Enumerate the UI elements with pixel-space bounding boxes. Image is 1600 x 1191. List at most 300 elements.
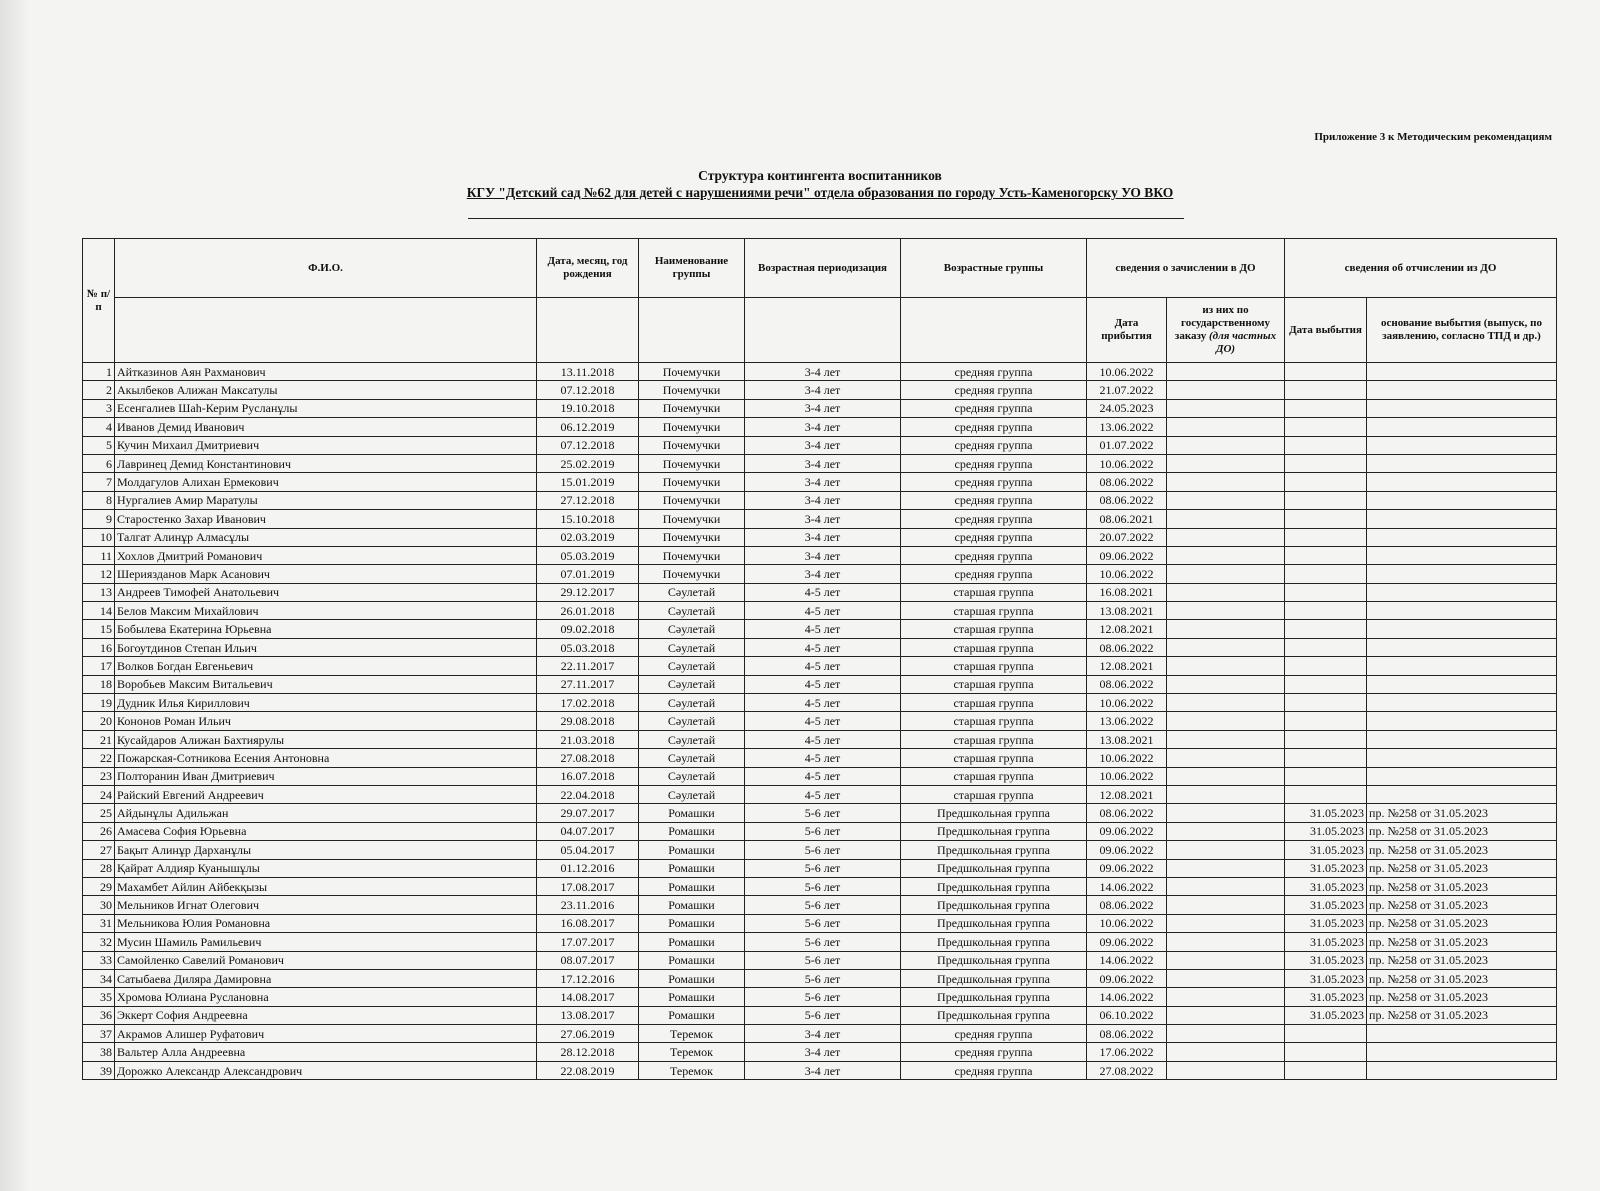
leave-reason-cell: пр. №258 от 31.05.2023 — [1367, 951, 1557, 969]
row-number-cell: 5 — [83, 436, 115, 454]
group-name-cell: Ромашки — [639, 841, 745, 859]
leave-reason-cell — [1367, 694, 1557, 712]
birth-date-cell: 17.12.2016 — [537, 969, 639, 987]
header-state-order-text: из них по государственному заказу — [1174, 304, 1271, 342]
table-row — [83, 859, 1557, 877]
leave-reason-cell — [1367, 638, 1557, 656]
header-num: № п/п — [83, 239, 115, 363]
header-age-period-empty — [745, 298, 901, 363]
leave-date-cell: 31.05.2023 — [1285, 914, 1367, 932]
document-title: Структура контингента воспитанников — [698, 168, 942, 183]
leave-date-cell: 31.05.2023 — [1285, 933, 1367, 951]
age-period-cell: 5-6 лет — [745, 859, 901, 877]
leave-date-cell — [1285, 620, 1367, 638]
age-group-cell: старшая группа — [901, 638, 1087, 656]
state-order-cell — [1167, 1006, 1285, 1024]
leave-reason-cell — [1367, 785, 1557, 803]
leave-date-cell: 31.05.2023 — [1285, 877, 1367, 895]
leave-reason-cell — [1367, 620, 1557, 638]
state-order-cell — [1167, 657, 1285, 675]
age-period-cell: 5-6 лет — [745, 969, 901, 987]
table-row — [83, 951, 1557, 969]
table-row — [83, 694, 1557, 712]
leave-date-cell — [1285, 565, 1367, 583]
age-period-cell: 5-6 лет — [745, 841, 901, 859]
state-order-cell — [1167, 1025, 1285, 1043]
child-name-cell: Хромова Юлиана Руслановна — [115, 988, 537, 1006]
child-name-cell: Акрамов Алишер Руфатович — [115, 1025, 537, 1043]
child-name-cell: Кусайдаров Алижан Бахтиярулы — [115, 730, 537, 748]
header-dob: Дата, месяц, год рождения — [537, 239, 639, 298]
state-order-cell — [1167, 565, 1285, 583]
arrival-date-cell: 13.06.2022 — [1087, 712, 1167, 730]
age-period-cell: 4-5 лет — [745, 785, 901, 803]
group-name-cell: Теремок — [639, 1025, 745, 1043]
child-name-cell: Иванов Демид Иванович — [115, 418, 537, 436]
leave-date-cell — [1285, 694, 1367, 712]
leave-reason-cell: пр. №258 от 31.05.2023 — [1367, 969, 1557, 987]
row-number-cell: 25 — [83, 804, 115, 822]
state-order-cell — [1167, 638, 1285, 656]
age-period-cell: 5-6 лет — [745, 804, 901, 822]
row-number-cell: 16 — [83, 638, 115, 656]
leave-reason-cell — [1367, 730, 1557, 748]
group-name-cell: Почемучки — [639, 473, 745, 491]
age-group-cell: Предшкольная группа — [901, 804, 1087, 822]
table-row — [83, 712, 1557, 730]
row-number-cell: 36 — [83, 1006, 115, 1024]
row-number-cell: 24 — [83, 785, 115, 803]
age-period-cell: 5-6 лет — [745, 988, 901, 1006]
table-row — [83, 657, 1557, 675]
child-name-cell: Молдагулов Алихан Ермекович — [115, 473, 537, 491]
table-row — [83, 418, 1557, 436]
leave-reason-cell — [1367, 1061, 1557, 1079]
arrival-date-cell: 08.06.2021 — [1087, 510, 1167, 528]
leave-reason-cell: пр. №258 от 31.05.2023 — [1367, 896, 1557, 914]
age-group-cell: старшая группа — [901, 694, 1087, 712]
leave-reason-cell — [1367, 546, 1557, 564]
row-number-cell: 18 — [83, 675, 115, 693]
age-period-cell: 3-4 лет — [745, 1043, 901, 1061]
leave-reason-cell — [1367, 749, 1557, 767]
state-order-cell — [1167, 988, 1285, 1006]
arrival-date-cell: 08.06.2022 — [1087, 473, 1167, 491]
group-name-cell: Сәулетай — [639, 583, 745, 601]
arrival-date-cell: 08.06.2022 — [1087, 675, 1167, 693]
leave-date-cell — [1285, 675, 1367, 693]
arrival-date-cell: 13.08.2021 — [1087, 730, 1167, 748]
leave-date-cell — [1285, 1061, 1367, 1079]
table-row — [83, 877, 1557, 895]
table-row — [83, 822, 1557, 840]
leave-reason-cell — [1367, 1043, 1557, 1061]
row-number-cell: 6 — [83, 454, 115, 472]
state-order-cell — [1167, 859, 1285, 877]
state-order-cell — [1167, 730, 1285, 748]
arrival-date-cell: 24.05.2023 — [1087, 399, 1167, 417]
group-name-cell: Ромашки — [639, 933, 745, 951]
child-name-cell: Кучин Михаил Дмитриевич — [115, 436, 537, 454]
child-name-cell: Полторанин Иван Дмитриевич — [115, 767, 537, 785]
group-name-cell: Ромашки — [639, 877, 745, 895]
age-group-cell: Предшкольная группа — [901, 822, 1087, 840]
age-group-cell: средняя группа — [901, 418, 1087, 436]
arrival-date-cell: 10.06.2022 — [1087, 363, 1167, 381]
leave-date-cell — [1285, 528, 1367, 546]
state-order-cell — [1167, 969, 1285, 987]
leave-reason-cell: пр. №258 от 31.05.2023 — [1367, 804, 1557, 822]
table-row — [83, 454, 1557, 472]
group-name-cell: Сәулетай — [639, 730, 745, 748]
group-name-cell: Теремок — [639, 1061, 745, 1079]
group-name-cell: Почемучки — [639, 528, 745, 546]
state-order-cell — [1167, 510, 1285, 528]
row-number-cell: 7 — [83, 473, 115, 491]
group-name-cell: Почемучки — [639, 381, 745, 399]
age-group-cell: средняя группа — [901, 528, 1087, 546]
leave-reason-cell: пр. №258 от 31.05.2023 — [1367, 841, 1557, 859]
child-name-cell: Старостенко Захар Иванович — [115, 510, 537, 528]
table-row — [83, 730, 1557, 748]
table-row — [83, 841, 1557, 859]
group-name-cell: Сәулетай — [639, 602, 745, 620]
leave-reason-cell — [1367, 473, 1557, 491]
leave-date-cell: 31.05.2023 — [1285, 896, 1367, 914]
birth-date-cell: 16.08.2017 — [537, 914, 639, 932]
state-order-cell — [1167, 694, 1285, 712]
state-order-cell — [1167, 436, 1285, 454]
group-name-cell: Сәулетай — [639, 712, 745, 730]
child-name-cell: Бақыт Алинұр Дарханұлы — [115, 841, 537, 859]
group-name-cell: Сәулетай — [639, 767, 745, 785]
age-period-cell: 5-6 лет — [745, 933, 901, 951]
leave-reason-cell — [1367, 363, 1557, 381]
birth-date-cell: 22.11.2017 — [537, 657, 639, 675]
group-name-cell: Почемучки — [639, 491, 745, 509]
leave-reason-cell — [1367, 436, 1557, 454]
leave-date-cell — [1285, 638, 1367, 656]
leave-reason-cell — [1367, 510, 1557, 528]
age-period-cell: 3-4 лет — [745, 399, 901, 417]
header-state-order-note: (для частных ДО) — [1208, 330, 1277, 355]
leave-reason-cell — [1367, 583, 1557, 601]
age-group-cell: старшая группа — [901, 749, 1087, 767]
arrival-date-cell: 09.06.2022 — [1087, 933, 1167, 951]
age-period-cell: 3-4 лет — [745, 418, 901, 436]
row-number-cell: 33 — [83, 951, 115, 969]
leave-date-cell — [1285, 1043, 1367, 1061]
state-order-cell — [1167, 381, 1285, 399]
group-name-cell: Ромашки — [639, 804, 745, 822]
leave-date-cell — [1285, 712, 1367, 730]
arrival-date-cell: 08.06.2022 — [1087, 638, 1167, 656]
birth-date-cell: 27.12.2018 — [537, 491, 639, 509]
row-number-cell: 12 — [83, 565, 115, 583]
row-number-cell: 31 — [83, 914, 115, 932]
group-name-cell: Почемучки — [639, 510, 745, 528]
row-number-cell: 1 — [83, 363, 115, 381]
child-name-cell: Мельникова Юлия Романовна — [115, 914, 537, 932]
age-group-cell: средняя группа — [901, 454, 1087, 472]
arrival-date-cell: 08.06.2022 — [1087, 491, 1167, 509]
child-name-cell: Шериязданов Марк Асанович — [115, 565, 537, 583]
age-group-cell: старшая группа — [901, 767, 1087, 785]
row-number-cell: 29 — [83, 877, 115, 895]
group-name-cell: Ромашки — [639, 951, 745, 969]
age-group-cell: средняя группа — [901, 546, 1087, 564]
child-name-cell: Хохлов Дмитрий Романович — [115, 546, 537, 564]
leave-date-cell — [1285, 767, 1367, 785]
age-period-cell: 4-5 лет — [745, 675, 901, 693]
leave-date-cell — [1285, 399, 1367, 417]
header-dob-empty — [537, 298, 639, 363]
state-order-cell — [1167, 418, 1285, 436]
birth-date-cell: 13.08.2017 — [537, 1006, 639, 1024]
leave-date-cell — [1285, 381, 1367, 399]
table-row — [83, 804, 1557, 822]
table-row — [83, 620, 1557, 638]
leave-date-cell — [1285, 1025, 1367, 1043]
age-group-cell: средняя группа — [901, 1043, 1087, 1061]
birth-date-cell: 17.08.2017 — [537, 877, 639, 895]
row-number-cell: 13 — [83, 583, 115, 601]
group-name-cell: Ромашки — [639, 822, 745, 840]
arrival-date-cell: 08.06.2022 — [1087, 896, 1167, 914]
state-order-cell — [1167, 454, 1285, 472]
state-order-cell — [1167, 951, 1285, 969]
age-period-cell: 4-5 лет — [745, 638, 901, 656]
header-group-empty — [639, 298, 745, 363]
child-name-cell: Акылбеков Алижан Максатулы — [115, 381, 537, 399]
row-number-cell: 32 — [83, 933, 115, 951]
age-period-cell: 3-4 лет — [745, 436, 901, 454]
birth-date-cell: 02.03.2019 — [537, 528, 639, 546]
header-enrollment: сведения о зачислении в ДО — [1087, 239, 1285, 298]
age-group-cell: средняя группа — [901, 399, 1087, 417]
row-number-cell: 17 — [83, 657, 115, 675]
header-dismissal: сведения об отчислении из ДО — [1285, 239, 1557, 298]
table-row — [83, 896, 1557, 914]
arrival-date-cell: 10.06.2022 — [1087, 914, 1167, 932]
leave-date-cell — [1285, 418, 1367, 436]
leave-reason-cell — [1367, 675, 1557, 693]
leave-date-cell: 31.05.2023 — [1285, 951, 1367, 969]
group-name-cell: Почемучки — [639, 399, 745, 417]
group-name-cell: Почемучки — [639, 454, 745, 472]
birth-date-cell: 16.07.2018 — [537, 767, 639, 785]
leave-reason-cell: пр. №258 от 31.05.2023 — [1367, 877, 1557, 895]
organization-title: КГУ "Детский сад №62 для детей с нарушениями речи" отдела образования по городу Усть-Каменогорску УО ВКО — [466, 185, 1174, 200]
leave-date-cell — [1285, 491, 1367, 509]
leave-reason-cell: пр. №258 от 31.05.2023 — [1367, 988, 1557, 1006]
group-name-cell: Теремок — [639, 1043, 745, 1061]
age-period-cell: 4-5 лет — [745, 712, 901, 730]
arrival-date-cell: 14.06.2022 — [1087, 988, 1167, 1006]
age-group-cell: старшая группа — [901, 620, 1087, 638]
group-name-cell: Почемучки — [639, 565, 745, 583]
child-name-cell: Воробьев Максим Витальевич — [115, 675, 537, 693]
state-order-cell — [1167, 933, 1285, 951]
birth-date-cell: 09.02.2018 — [537, 620, 639, 638]
table-row — [83, 436, 1557, 454]
age-period-cell: 4-5 лет — [745, 602, 901, 620]
row-number-cell: 2 — [83, 381, 115, 399]
age-group-cell: средняя группа — [901, 381, 1087, 399]
group-name-cell: Ромашки — [639, 896, 745, 914]
child-name-cell: Амасева София Юрьевна — [115, 822, 537, 840]
table-row — [83, 749, 1557, 767]
header-group-name: Наименование группы — [639, 239, 745, 298]
child-name-cell: Пожарская-Сотникова Есения Антоновна — [115, 749, 537, 767]
group-name-cell: Почемучки — [639, 436, 745, 454]
age-period-cell: 3-4 лет — [745, 565, 901, 583]
age-period-cell: 3-4 лет — [745, 381, 901, 399]
table-row — [83, 602, 1557, 620]
age-period-cell: 3-4 лет — [745, 454, 901, 472]
age-period-cell: 5-6 лет — [745, 914, 901, 932]
leave-date-cell: 31.05.2023 — [1285, 988, 1367, 1006]
age-group-cell: старшая группа — [901, 712, 1087, 730]
group-name-cell: Сәулетай — [639, 620, 745, 638]
leave-date-cell — [1285, 583, 1367, 601]
leave-date-cell — [1285, 363, 1367, 381]
birth-date-cell: 07.12.2018 — [537, 381, 639, 399]
birth-date-cell: 29.12.2017 — [537, 583, 639, 601]
leave-date-cell — [1285, 454, 1367, 472]
leave-reason-cell: пр. №258 от 31.05.2023 — [1367, 859, 1557, 877]
state-order-cell — [1167, 749, 1285, 767]
age-period-cell: 3-4 лет — [745, 510, 901, 528]
arrival-date-cell: 20.07.2022 — [1087, 528, 1167, 546]
age-group-cell: средняя группа — [901, 363, 1087, 381]
table-row — [83, 767, 1557, 785]
leave-reason-cell — [1367, 491, 1557, 509]
group-name-cell: Сәулетай — [639, 638, 745, 656]
age-period-cell: 4-5 лет — [745, 657, 901, 675]
leave-reason-cell: пр. №258 от 31.05.2023 — [1367, 914, 1557, 932]
header-leave-reason: основание выбытия (выпуск, по заявлению, согласно ТПД и др.) — [1367, 298, 1557, 363]
state-order-cell — [1167, 822, 1285, 840]
arrival-date-cell: 08.06.2022 — [1087, 1025, 1167, 1043]
age-group-cell: Предшкольная группа — [901, 914, 1087, 932]
group-name-cell: Ромашки — [639, 859, 745, 877]
state-order-cell — [1167, 620, 1285, 638]
age-period-cell: 5-6 лет — [745, 951, 901, 969]
child-name-cell: Дорожко Александр Александрович — [115, 1061, 537, 1079]
arrival-date-cell: 08.06.2022 — [1087, 804, 1167, 822]
age-group-cell: Предшкольная группа — [901, 969, 1087, 987]
birth-date-cell: 17.07.2017 — [537, 933, 639, 951]
row-number-cell: 4 — [83, 418, 115, 436]
age-group-cell: старшая группа — [901, 583, 1087, 601]
state-order-cell — [1167, 914, 1285, 932]
leave-reason-cell — [1367, 1025, 1557, 1043]
leave-reason-cell — [1367, 565, 1557, 583]
arrival-date-cell: 06.10.2022 — [1087, 1006, 1167, 1024]
table-row — [83, 473, 1557, 491]
state-order-cell — [1167, 804, 1285, 822]
arrival-date-cell: 09.06.2022 — [1087, 859, 1167, 877]
arrival-date-cell: 01.07.2022 — [1087, 436, 1167, 454]
leave-reason-cell — [1367, 418, 1557, 436]
birth-date-cell: 07.01.2019 — [537, 565, 639, 583]
birth-date-cell: 22.08.2019 — [537, 1061, 639, 1079]
table-row — [83, 1006, 1557, 1024]
age-group-cell: средняя группа — [901, 565, 1087, 583]
arrival-date-cell: 17.06.2022 — [1087, 1043, 1167, 1061]
group-name-cell: Сәулетай — [639, 657, 745, 675]
row-number-cell: 14 — [83, 602, 115, 620]
leave-reason-cell — [1367, 454, 1557, 472]
state-order-cell — [1167, 546, 1285, 564]
table-row — [83, 491, 1557, 509]
leave-date-cell: 31.05.2023 — [1285, 969, 1367, 987]
row-number-cell: 39 — [83, 1061, 115, 1079]
child-name-cell: Богоутдинов Степан Ильич — [115, 638, 537, 656]
header-row-sub — [83, 298, 1557, 363]
child-name-cell: Есенгалиев Шаh-Керим Русланұлы — [115, 399, 537, 417]
child-name-cell: Кононов Роман Ильич — [115, 712, 537, 730]
table-row — [83, 1061, 1557, 1079]
age-group-cell: средняя группа — [901, 1025, 1087, 1043]
birth-date-cell: 08.07.2017 — [537, 951, 639, 969]
row-number-cell: 10 — [83, 528, 115, 546]
age-period-cell: 4-5 лет — [745, 730, 901, 748]
row-number-cell: 26 — [83, 822, 115, 840]
table-row — [83, 510, 1557, 528]
arrival-date-cell: 14.06.2022 — [1087, 877, 1167, 895]
child-name-cell: Бобылева Екатерина Юрьевна — [115, 620, 537, 638]
row-number-cell: 11 — [83, 546, 115, 564]
group-name-cell: Сәулетай — [639, 785, 745, 803]
state-order-cell — [1167, 896, 1285, 914]
table-row — [83, 381, 1557, 399]
state-order-cell — [1167, 1061, 1285, 1079]
table-row — [83, 399, 1557, 417]
age-group-cell: Предшкольная группа — [901, 988, 1087, 1006]
row-number-cell: 28 — [83, 859, 115, 877]
birth-date-cell: 29.08.2018 — [537, 712, 639, 730]
arrival-date-cell: 09.06.2022 — [1087, 546, 1167, 564]
age-group-cell: Предшкольная группа — [901, 1006, 1087, 1024]
leave-date-cell: 31.05.2023 — [1285, 859, 1367, 877]
group-name-cell: Ромашки — [639, 914, 745, 932]
child-name-cell: Сатыбаева Диляра Дамировна — [115, 969, 537, 987]
group-name-cell: Почемучки — [639, 546, 745, 564]
leave-reason-cell — [1367, 381, 1557, 399]
header-row-main — [83, 239, 1557, 298]
age-group-cell: старшая группа — [901, 657, 1087, 675]
row-number-cell: 30 — [83, 896, 115, 914]
table-row — [83, 785, 1557, 803]
age-period-cell: 3-4 лет — [745, 491, 901, 509]
leave-date-cell: 31.05.2023 — [1285, 822, 1367, 840]
child-name-cell: Махамбет Айлин Айбекқызы — [115, 877, 537, 895]
table-row — [83, 933, 1557, 951]
child-name-cell: Вальтер Алла Андреевна — [115, 1043, 537, 1061]
state-order-cell — [1167, 877, 1285, 895]
leave-date-cell — [1285, 510, 1367, 528]
birth-date-cell: 23.11.2016 — [537, 896, 639, 914]
state-order-cell — [1167, 712, 1285, 730]
leave-date-cell — [1285, 436, 1367, 454]
child-name-cell: Эккерт София Андреевна — [115, 1006, 537, 1024]
row-number-cell: 27 — [83, 841, 115, 859]
header-leave-date: Дата выбытия — [1285, 298, 1367, 363]
birth-date-cell: 19.10.2018 — [537, 399, 639, 417]
birth-date-cell: 29.07.2017 — [537, 804, 639, 822]
